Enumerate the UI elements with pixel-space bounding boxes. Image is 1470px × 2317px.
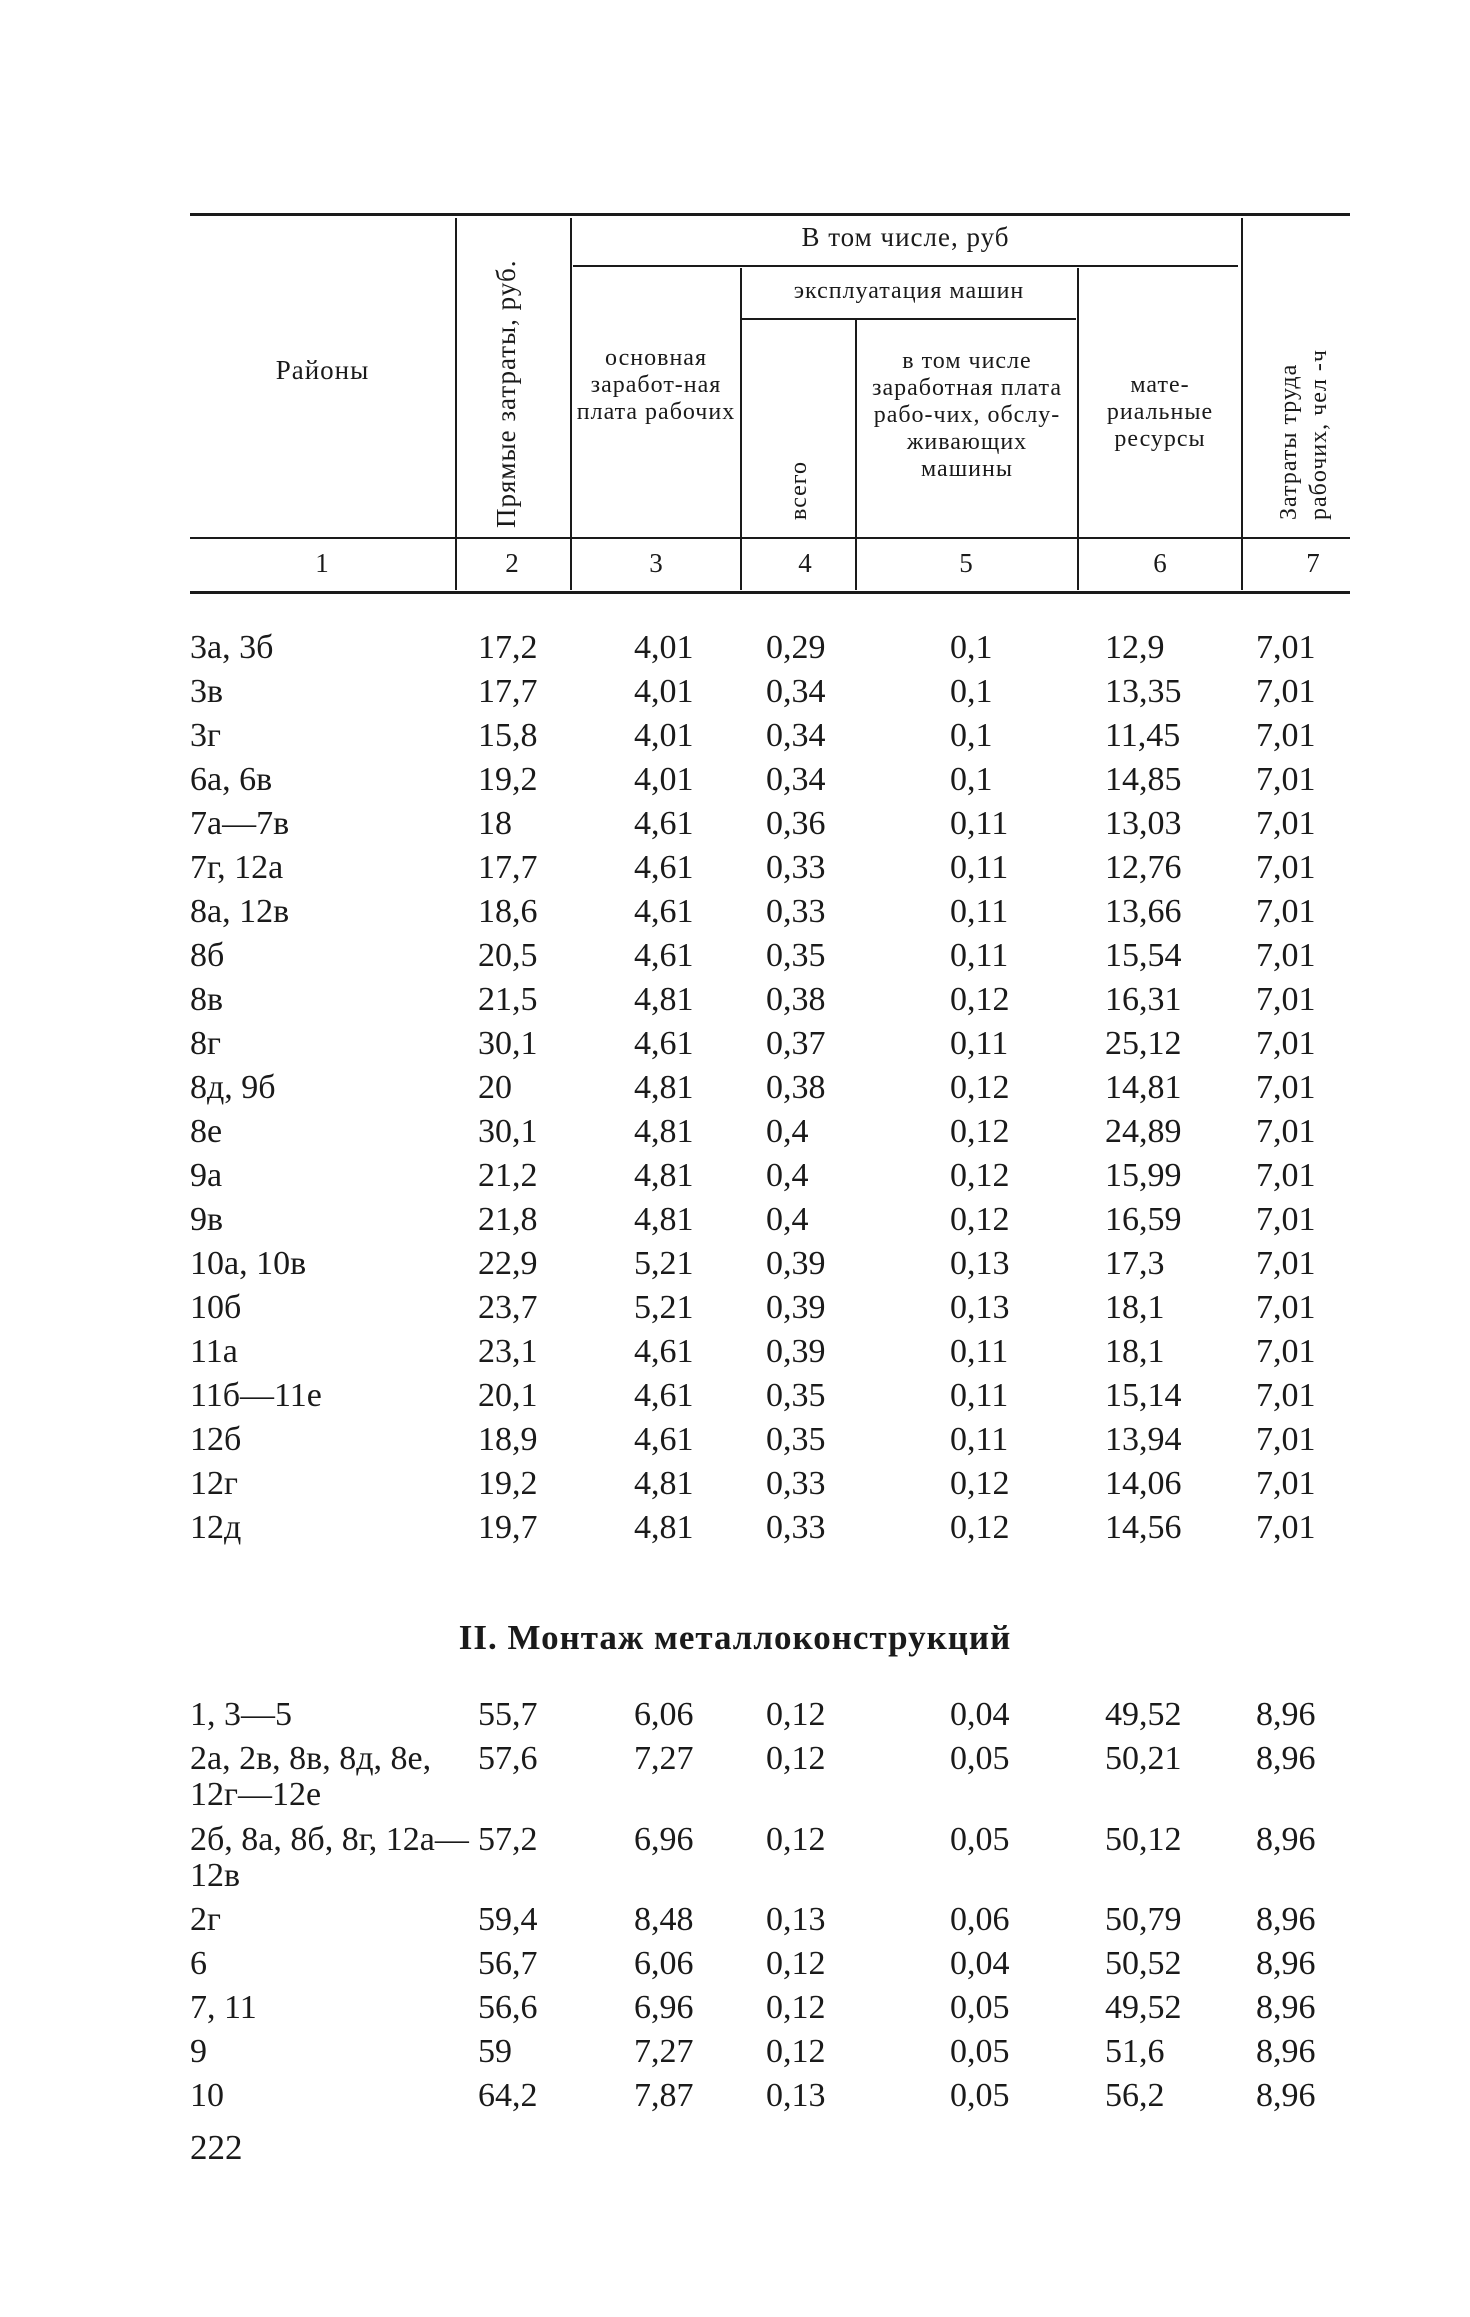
basic-wage-cell: 6,96	[634, 1989, 694, 2026]
materials-cell: 50,79	[1105, 1901, 1182, 1938]
labor-cell: 7,01	[1256, 1333, 1316, 1370]
materials-cell: 13,66	[1105, 893, 1182, 930]
colnum-bottom-rule	[190, 591, 1350, 594]
basic-wage-cell: 4,61	[634, 805, 694, 842]
machine-wage-cell: 0,11	[950, 1421, 1009, 1458]
materials-cell: 14,85	[1105, 761, 1182, 798]
materials-cell: 16,59	[1105, 1201, 1182, 1238]
region-cell: 7а—7в	[190, 805, 290, 842]
labor-cell: 7,01	[1256, 849, 1316, 886]
machine-wage-cell: 0,11	[950, 1333, 1009, 1370]
machine-wage-cell: 0,13	[950, 1289, 1010, 1326]
machine-wage-cell: 0,11	[950, 849, 1009, 886]
header-direct-costs: Прямые затраты, руб.	[491, 259, 521, 528]
labor-cell: 7,01	[1256, 1201, 1316, 1238]
materials-cell: 50,21	[1105, 1740, 1182, 1777]
labor-cell: 7,01	[1256, 1421, 1316, 1458]
direct-costs-cell: 64,2	[478, 2077, 538, 2114]
machine-total-cell: 0,39	[766, 1245, 826, 1282]
machine-wage-cell: 0,1	[950, 629, 993, 666]
basic-wage-cell: 4,01	[634, 761, 694, 798]
region-cell: 8в	[190, 981, 224, 1018]
materials-cell: 25,12	[1105, 1025, 1182, 1062]
region-cell: 6	[190, 1945, 207, 1982]
machine-total-cell: 0,33	[766, 893, 826, 930]
direct-costs-cell: 21,8	[478, 1201, 538, 1238]
materials-cell: 17,3	[1105, 1245, 1165, 1282]
labor-cell: 8,96	[1256, 1989, 1316, 2026]
direct-costs-cell: 20,1	[478, 1377, 538, 1414]
machine-total-cell: 0,29	[766, 629, 826, 666]
colnum-1: 1	[315, 548, 329, 578]
header-materials	[1082, 372, 1238, 453]
labor-cell: 7,01	[1256, 629, 1316, 666]
materials-cell: 56,2	[1105, 2077, 1165, 2114]
machine-total-cell: 0,39	[766, 1333, 826, 1370]
materials-cell: 14,81	[1105, 1069, 1182, 1106]
machine-wage-cell: 0,05	[950, 1821, 1010, 1858]
direct-costs-cell: 15,8	[478, 717, 538, 754]
region-cell: 11б—11е	[190, 1377, 322, 1414]
region-cell: 6а, 6в	[190, 761, 273, 798]
direct-costs-cell: 57,6	[478, 1740, 538, 1777]
basic-wage-cell: 7,87	[634, 2077, 694, 2114]
header-vrule-3	[740, 268, 742, 590]
direct-costs-cell: 20	[478, 1069, 512, 1106]
machine-total-cell: 0,4	[766, 1157, 809, 1194]
materials-cell: 49,52	[1105, 1696, 1182, 1733]
basic-wage-cell: 4,61	[634, 1377, 694, 1414]
labor-cell: 8,96	[1256, 2033, 1316, 2070]
direct-costs-cell: 19,7	[478, 1509, 538, 1546]
region-cell: 7г, 12а	[190, 849, 284, 886]
colnum-2: 2	[505, 548, 519, 578]
colnum-5: 5	[959, 548, 973, 578]
machine-wage-cell: 0,05	[950, 2077, 1010, 2114]
machine-total-cell: 0,4	[766, 1201, 809, 1238]
labor-cell: 7,01	[1256, 1509, 1316, 1546]
basic-wage-cell: 4,61	[634, 1025, 694, 1062]
direct-costs-cell: 57,2	[478, 1821, 538, 1858]
header-total: всего	[786, 460, 812, 520]
materials-cell: 50,52	[1105, 1945, 1182, 1982]
machine-wage-cell: 0,13	[950, 1245, 1010, 1282]
machine-total-cell: 0,34	[766, 717, 826, 754]
machine-total-cell: 0,12	[766, 1945, 826, 1982]
machine-total-cell: 0,33	[766, 1465, 826, 1502]
labor-cell: 7,01	[1256, 937, 1316, 974]
materials-cell: 16,31	[1105, 981, 1182, 1018]
basic-wage-cell: 6,06	[634, 1696, 694, 1733]
direct-costs-cell: 30,1	[478, 1113, 538, 1150]
header-top-rule	[190, 213, 1350, 216]
machine-total-cell: 0,12	[766, 1821, 826, 1858]
header-machine-wage	[860, 348, 1074, 482]
header-machine-wage-text: в том числе заработная плата рабо-чих, обслу-живающих машины	[872, 348, 1062, 482]
header-vrule-6	[1241, 218, 1243, 590]
direct-costs-cell: 20,5	[478, 937, 538, 974]
header-machine-operation: эксплуатация машин	[793, 278, 1025, 304]
colnum-6: 6	[1153, 548, 1167, 578]
labor-cell: 7,01	[1256, 1157, 1316, 1194]
machine-total-cell: 0,34	[766, 761, 826, 798]
machine-wage-cell: 0,06	[950, 1901, 1010, 1938]
region-cell: 2а, 2в, 8в, 8д, 8е, 12г—12е	[190, 1740, 432, 1813]
machine-wage-cell: 0,11	[950, 937, 1009, 974]
direct-costs-cell: 18,6	[478, 893, 538, 930]
direct-costs-cell: 59,4	[478, 1901, 538, 1938]
machine-total-cell: 0,12	[766, 2033, 826, 2070]
direct-costs-cell: 18	[478, 805, 512, 842]
machine-wage-cell: 0,11	[950, 805, 1009, 842]
labor-cell: 8,96	[1256, 1945, 1316, 1982]
machine-wage-cell: 0,04	[950, 1945, 1010, 1982]
machine-total-cell: 0,38	[766, 981, 826, 1018]
direct-costs-cell: 30,1	[478, 1025, 538, 1062]
materials-cell: 50,12	[1105, 1821, 1182, 1858]
machine-total-cell: 0,4	[766, 1113, 809, 1150]
header-rule-machine	[740, 318, 1076, 320]
direct-costs-cell: 17,2	[478, 629, 538, 666]
machine-wage-cell: 0,12	[950, 1201, 1010, 1238]
basic-wage-cell: 4,81	[634, 1509, 694, 1546]
machine-total-cell: 0,35	[766, 1377, 826, 1414]
materials-cell: 14,06	[1105, 1465, 1182, 1502]
header-regions: Районы	[275, 355, 370, 385]
direct-costs-cell: 55,7	[478, 1696, 538, 1733]
header-vrule-2	[570, 218, 572, 590]
region-cell: 9а	[190, 1157, 223, 1194]
materials-cell: 13,35	[1105, 673, 1182, 710]
machine-total-cell: 0,38	[766, 1069, 826, 1106]
region-cell: 1, 3—5	[190, 1696, 292, 1733]
basic-wage-cell: 4,61	[634, 1421, 694, 1458]
direct-costs-cell: 23,1	[478, 1333, 538, 1370]
labor-cell: 8,96	[1256, 1740, 1316, 1777]
header-vrule-5	[1077, 268, 1079, 590]
machine-wage-cell: 0,12	[950, 981, 1010, 1018]
basic-wage-cell: 4,81	[634, 1465, 694, 1502]
region-cell: 12б	[190, 1421, 242, 1458]
basic-wage-cell: 4,81	[634, 1201, 694, 1238]
labor-cell: 7,01	[1256, 893, 1316, 930]
labor-cell: 8,96	[1256, 2077, 1316, 2114]
region-cell: 12д	[190, 1509, 242, 1546]
machine-total-cell: 0,37	[766, 1025, 826, 1062]
materials-cell: 15,54	[1105, 937, 1182, 974]
machine-total-cell: 0,39	[766, 1289, 826, 1326]
machine-wage-cell: 0,1	[950, 761, 993, 798]
region-cell: 2б, 8а, 8б, 8г, 12а—12в	[190, 1821, 469, 1894]
materials-cell: 18,1	[1105, 1289, 1165, 1326]
region-cell: 9в	[190, 1201, 224, 1238]
region-cell: 8е	[190, 1113, 223, 1150]
materials-cell: 49,52	[1105, 1989, 1182, 2026]
labor-cell: 7,01	[1256, 1289, 1316, 1326]
machine-total-cell: 0,12	[766, 1989, 826, 2026]
region-cell: 11а	[190, 1333, 238, 1370]
direct-costs-cell: 17,7	[478, 849, 538, 886]
basic-wage-cell: 4,81	[634, 1113, 694, 1150]
basic-wage-cell: 6,96	[634, 1821, 694, 1858]
direct-costs-cell: 23,7	[478, 1289, 538, 1326]
basic-wage-cell: 7,27	[634, 2033, 694, 2070]
labor-cell: 7,01	[1256, 761, 1316, 798]
materials-cell: 15,14	[1105, 1377, 1182, 1414]
machine-wage-cell: 0,1	[950, 673, 993, 710]
machine-wage-cell: 0,05	[950, 2033, 1010, 2070]
machine-total-cell: 0,35	[766, 937, 826, 974]
basic-wage-cell: 4,81	[634, 981, 694, 1018]
machine-total-cell: 0,13	[766, 2077, 826, 2114]
machine-wage-cell: 0,12	[950, 1157, 1010, 1194]
machine-total-cell: 0,33	[766, 1509, 826, 1546]
machine-wage-cell: 0,12	[950, 1113, 1010, 1150]
materials-cell: 24,89	[1105, 1113, 1182, 1150]
labor-cell: 7,01	[1256, 1025, 1316, 1062]
materials-cell: 51,6	[1105, 2033, 1165, 2070]
materials-cell: 13,03	[1105, 805, 1182, 842]
header-materials-text: мате-риальные ресурсы	[1106, 372, 1214, 452]
colnum-3: 3	[649, 548, 663, 578]
header-bottom-rule	[190, 537, 1350, 539]
colnum-7: 7	[1306, 548, 1320, 578]
labor-cell: 7,01	[1256, 1069, 1316, 1106]
basic-wage-cell: 7,27	[634, 1740, 694, 1777]
machine-total-cell: 0,35	[766, 1421, 826, 1458]
labor-cell: 7,01	[1256, 717, 1316, 754]
region-cell: 10б	[190, 1289, 242, 1326]
materials-cell: 18,1	[1105, 1333, 1165, 1370]
region-cell: 7, 11	[190, 1989, 257, 2026]
basic-wage-cell: 4,81	[634, 1157, 694, 1194]
direct-costs-cell: 21,5	[478, 981, 538, 1018]
region-cell: 3а, 3б	[190, 629, 274, 666]
direct-costs-cell: 19,2	[478, 1465, 538, 1502]
basic-wage-cell: 5,21	[634, 1245, 694, 1282]
machine-wage-cell: 0,12	[950, 1509, 1010, 1546]
machine-total-cell: 0,36	[766, 805, 826, 842]
direct-costs-cell: 59	[478, 2033, 512, 2070]
materials-cell: 12,9	[1105, 629, 1165, 666]
section2-title: II. Монтаж металлоконструкций	[458, 1618, 1012, 1657]
materials-cell: 12,76	[1105, 849, 1182, 886]
machine-wage-cell: 0,1	[950, 717, 993, 754]
direct-costs-cell: 19,2	[478, 761, 538, 798]
basic-wage-cell: 4,81	[634, 1069, 694, 1106]
labor-cell: 8,96	[1256, 1821, 1316, 1858]
basic-wage-cell: 6,06	[634, 1945, 694, 1982]
region-cell: 8г	[190, 1025, 221, 1062]
machine-wage-cell: 0,12	[950, 1069, 1010, 1106]
machine-wage-cell: 0,05	[950, 1989, 1010, 2026]
machine-total-cell: 0,34	[766, 673, 826, 710]
labor-cell: 8,96	[1256, 1696, 1316, 1733]
region-cell: 12г	[190, 1465, 238, 1502]
region-cell: 8а, 12в	[190, 893, 290, 930]
basic-wage-cell: 4,61	[634, 849, 694, 886]
header-basic-wage	[575, 345, 737, 426]
header-including: В том числе, руб	[801, 222, 1010, 252]
machine-wage-cell: 0,12	[950, 1465, 1010, 1502]
region-cell: 10	[190, 2077, 224, 2114]
labor-cell: 7,01	[1256, 1377, 1316, 1414]
labor-cell: 7,01	[1256, 981, 1316, 1018]
labor-cell: 7,01	[1256, 805, 1316, 842]
basic-wage-cell: 4,61	[634, 937, 694, 974]
machine-wage-cell: 0,11	[950, 1377, 1009, 1414]
direct-costs-cell: 21,2	[478, 1157, 538, 1194]
machine-wage-cell: 0,11	[950, 893, 1009, 930]
direct-costs-cell: 17,7	[478, 673, 538, 710]
labor-cell: 7,01	[1256, 1113, 1316, 1150]
labor-cell: 7,01	[1256, 673, 1316, 710]
labor-cell: 7,01	[1256, 1465, 1316, 1502]
machine-wage-cell: 0,04	[950, 1696, 1010, 1733]
region-cell: 3г	[190, 717, 221, 754]
direct-costs-cell: 56,6	[478, 1989, 538, 2026]
direct-costs-cell: 18,9	[478, 1421, 538, 1458]
region-cell: 3в	[190, 673, 224, 710]
header-labor-line1: Затраты труда	[1276, 363, 1302, 520]
header-vrule-4	[855, 320, 857, 590]
header-labor-line2: рабочих, чел -ч	[1306, 349, 1332, 520]
machine-total-cell: 0,12	[766, 1696, 826, 1733]
materials-cell: 13,94	[1105, 1421, 1182, 1458]
machine-wage-cell: 0,11	[950, 1025, 1009, 1062]
machine-total-cell: 0,13	[766, 1901, 826, 1938]
materials-cell: 14,56	[1105, 1509, 1182, 1546]
materials-cell: 11,45	[1105, 717, 1181, 754]
basic-wage-cell: 8,48	[634, 1901, 694, 1938]
machine-wage-cell: 0,05	[950, 1740, 1010, 1777]
region-cell: 10а, 10в	[190, 1245, 307, 1282]
colnum-4: 4	[798, 548, 812, 578]
labor-cell: 7,01	[1256, 1245, 1316, 1282]
machine-total-cell: 0,12	[766, 1740, 826, 1777]
basic-wage-cell: 4,01	[634, 629, 694, 666]
header-vrule-1	[455, 218, 457, 590]
header-basic-wage-text: основная заработ-ная плата рабочих	[576, 345, 736, 425]
basic-wage-cell: 4,61	[634, 893, 694, 930]
direct-costs-cell: 56,7	[478, 1945, 538, 1982]
region-cell: 2г	[190, 1901, 221, 1938]
header-rule-including	[573, 265, 1238, 267]
basic-wage-cell: 4,01	[634, 673, 694, 710]
machine-total-cell: 0,33	[766, 849, 826, 886]
basic-wage-cell: 4,61	[634, 1333, 694, 1370]
region-cell: 8д, 9б	[190, 1069, 276, 1106]
labor-cell: 8,96	[1256, 1901, 1316, 1938]
region-cell: 9	[190, 2033, 207, 2070]
page-number: 222	[190, 2128, 243, 2167]
region-cell: 8б	[190, 937, 225, 974]
materials-cell: 15,99	[1105, 1157, 1182, 1194]
basic-wage-cell: 4,01	[634, 717, 694, 754]
basic-wage-cell: 5,21	[634, 1289, 694, 1326]
direct-costs-cell: 22,9	[478, 1245, 538, 1282]
